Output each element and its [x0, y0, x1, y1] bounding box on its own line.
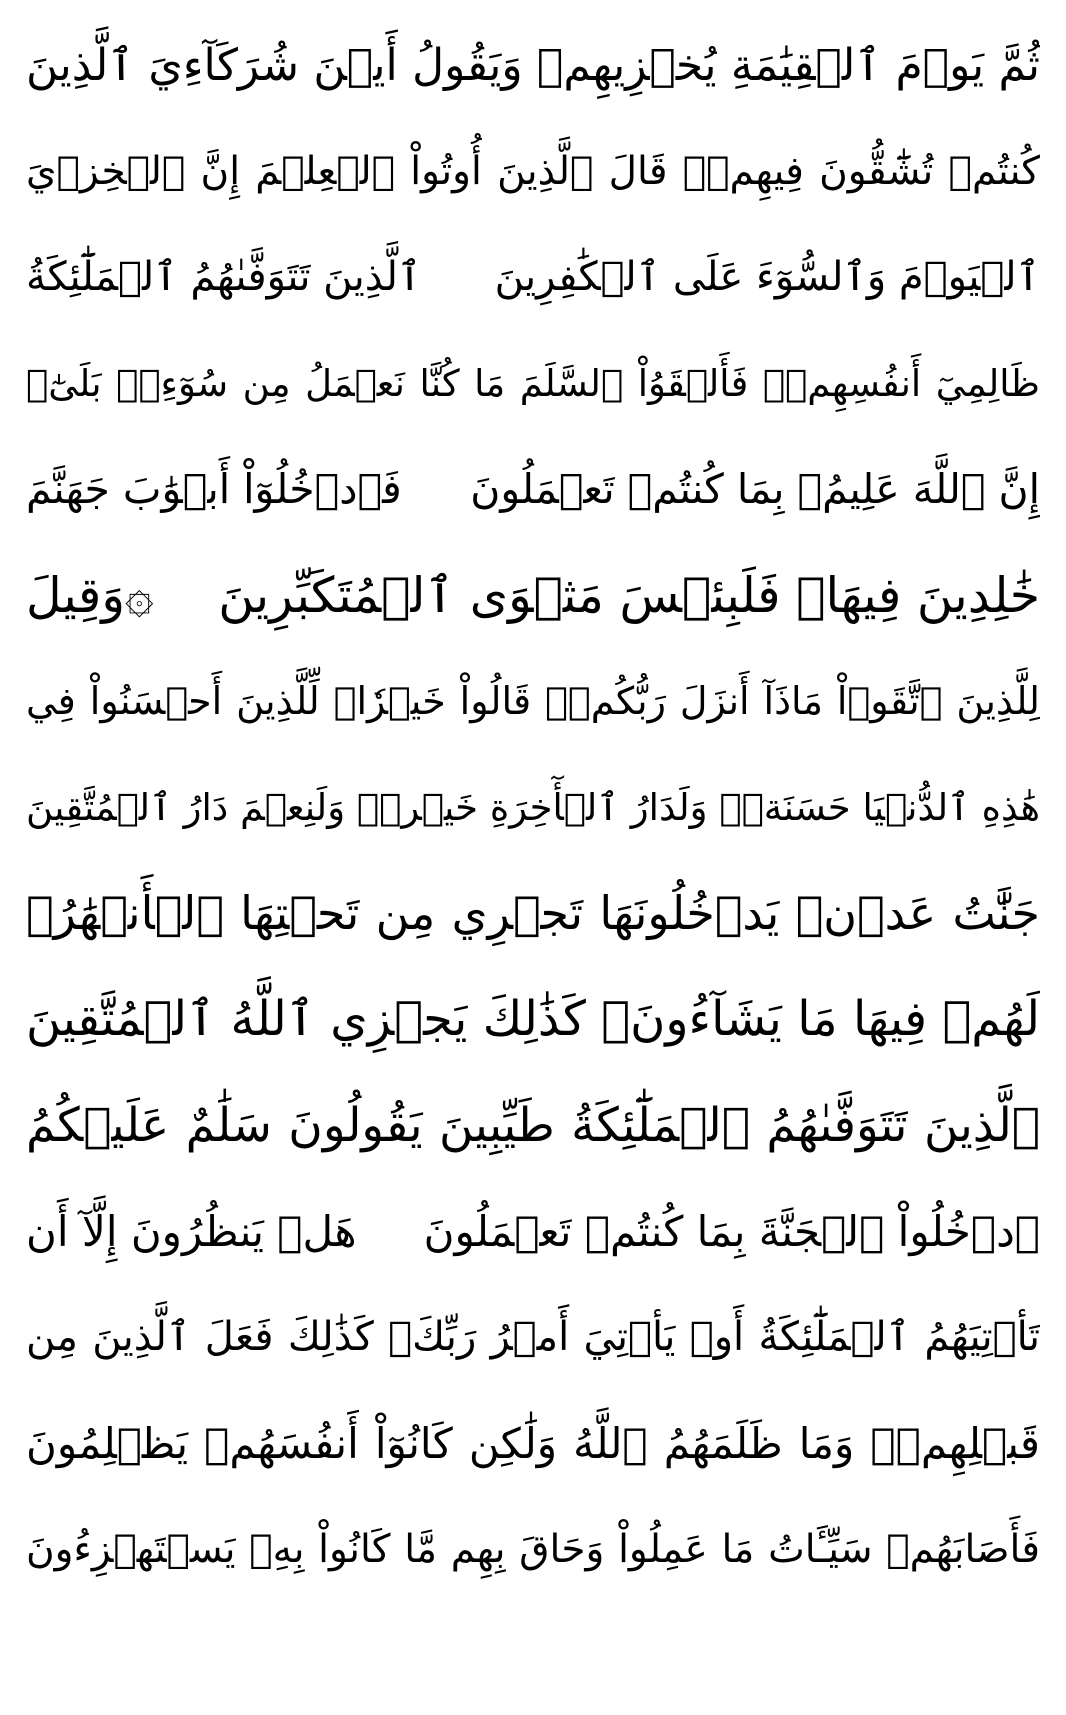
text-line — [26, 1072, 1040, 1178]
text-segment: قَبۡلِهِمۡۚ وَمَا ظَلَمَهُمُ ٱللَّهُ وَلَٰكِن كَانُوٓاْ أَنفُسَهُمۡ يَظۡلِمُونَ — [26, 1418, 1040, 1468]
text-line — [26, 966, 1040, 1072]
text-segment: خَٰلِدِينَ فِيهَاۖ فَلَبِئۡسَ مَثۡوَى ٱلۡمُتَكَبِّرِينَ — [218, 566, 1040, 624]
quran-text — [26, 12, 1040, 1602]
text-segment: لِلَّذِينَ ٱتَّقَوۡاْ مَاذَآ أَنزَلَ رَبُّكُمۡۚ قَالُواْ خَيۡرٗاۗ لِّلَّذِينَ أَحۡسَنُواْ فِي — [26, 679, 1040, 723]
text-line — [26, 436, 1040, 542]
text-line — [26, 330, 1040, 436]
text-segment: ٱلۡيَوۡمَ وَٱلسُّوٓءَ عَلَى ٱلۡكَٰفِرِينَ — [494, 254, 1040, 300]
text-line — [26, 1178, 1040, 1284]
text-segment: فَأَصَابَهُمۡ سَيِّـَٔاتُ مَا عَمِلُواْ وَحَاقَ بِهِم مَّا كَانُواْ بِهِۦ يَسۡتَهۡزِءُونَ — [26, 1526, 1040, 1572]
text-segment: فَٱدۡخُلُوٓاْ أَبۡوَٰبَ جَهَنَّمَ — [26, 465, 402, 513]
text-segment: ٱلَّذِينَ تَتَوَفَّىٰهُمُ ٱلۡمَلَٰٓئِكَةُ طَيِّبِينَ يَقُولُونَ سَلَٰمٌ عَلَيۡكُمُ — [26, 1097, 1040, 1153]
text-line — [26, 224, 1040, 330]
text-segment: تَأۡتِيَهُمُ ٱلۡمَلَٰٓئِكَةُ أَوۡ يَأۡتِيَ أَمۡرُ رَبِّكَۚ كَذَٰلِكَ فَعَلَ ٱلَّذِينَ مِن — [26, 1314, 1040, 1360]
text-line — [26, 542, 1040, 648]
text-line — [26, 118, 1040, 224]
text-line — [26, 860, 1040, 966]
text-line — [26, 12, 1040, 118]
text-segment: ٱدۡخُلُواْ ٱلۡجَنَّةَ بِمَا كُنتُمۡ تَعۡمَلُونَ — [423, 1206, 1040, 1256]
text-segment: ٱلَّذِينَ تَتَوَفَّىٰهُمُ ٱلۡمَلَٰٓئِكَةُ — [26, 254, 422, 300]
text-segment: جَنَّٰتُ عَدۡنٖ يَدۡخُلُونَهَا تَجۡرِي مِن تَحۡتِهَا ٱلۡأَنۡهَٰرُۖ — [26, 886, 1040, 940]
text-segment: ظَالِمِيٓ أَنفُسِهِمۡۖ فَأَلۡقَوُاْ ٱلسَّلَمَ مَا كُنَّا نَعۡمَلُ مِن سُوٓءِۭۚ بَلَىٰٓۚ — [26, 361, 1040, 405]
text-segment: كُنتُمۡ تُشَٰٓقُّونَ فِيهِمۡۚ قَالَ ٱلَّذِينَ أُوتُواْ ٱلۡعِلۡمَ إِنَّ ٱلۡخِزۡيَ — [26, 148, 1040, 194]
text-segment: لَهُمۡ فِيهَا مَا يَشَآءُونَۚ كَذَٰلِكَ يَجۡزِي ٱللَّهُ ٱلۡمُتَّقِينَ — [26, 991, 1040, 1047]
text-segment: إِنَّ ٱللَّهَ عَلِيمُۢ بِمَا كُنتُمۡ تَعۡمَلُونَ — [470, 465, 1040, 513]
text-line — [26, 1390, 1040, 1496]
text-segment: ۞وَقِيلَ — [26, 566, 154, 624]
text-line — [26, 1496, 1040, 1602]
text-segment: هَٰذِهِ ٱلدُّنۡيَا حَسَنَةٞۚ وَلَدَارُ ٱلۡأٓخِرَةِ خَيۡرٞۚ وَلَنِعۡمَ دَارُ ٱلۡمُتَّقِينَ — [26, 785, 1040, 829]
text-segment: ثُمَّ يَوۡمَ ٱلۡقِيَٰمَةِ يُخۡزِيهِمۡ وَيَقُولُ أَيۡنَ شُرَكَآءِيَ ٱلَّذِينَ — [26, 39, 1040, 91]
text-line — [26, 1284, 1040, 1390]
text-line — [26, 648, 1040, 754]
text-segment: هَلۡ يَنظُرُونَ إِلَّآ أَن — [26, 1206, 357, 1256]
text-line — [26, 754, 1040, 860]
